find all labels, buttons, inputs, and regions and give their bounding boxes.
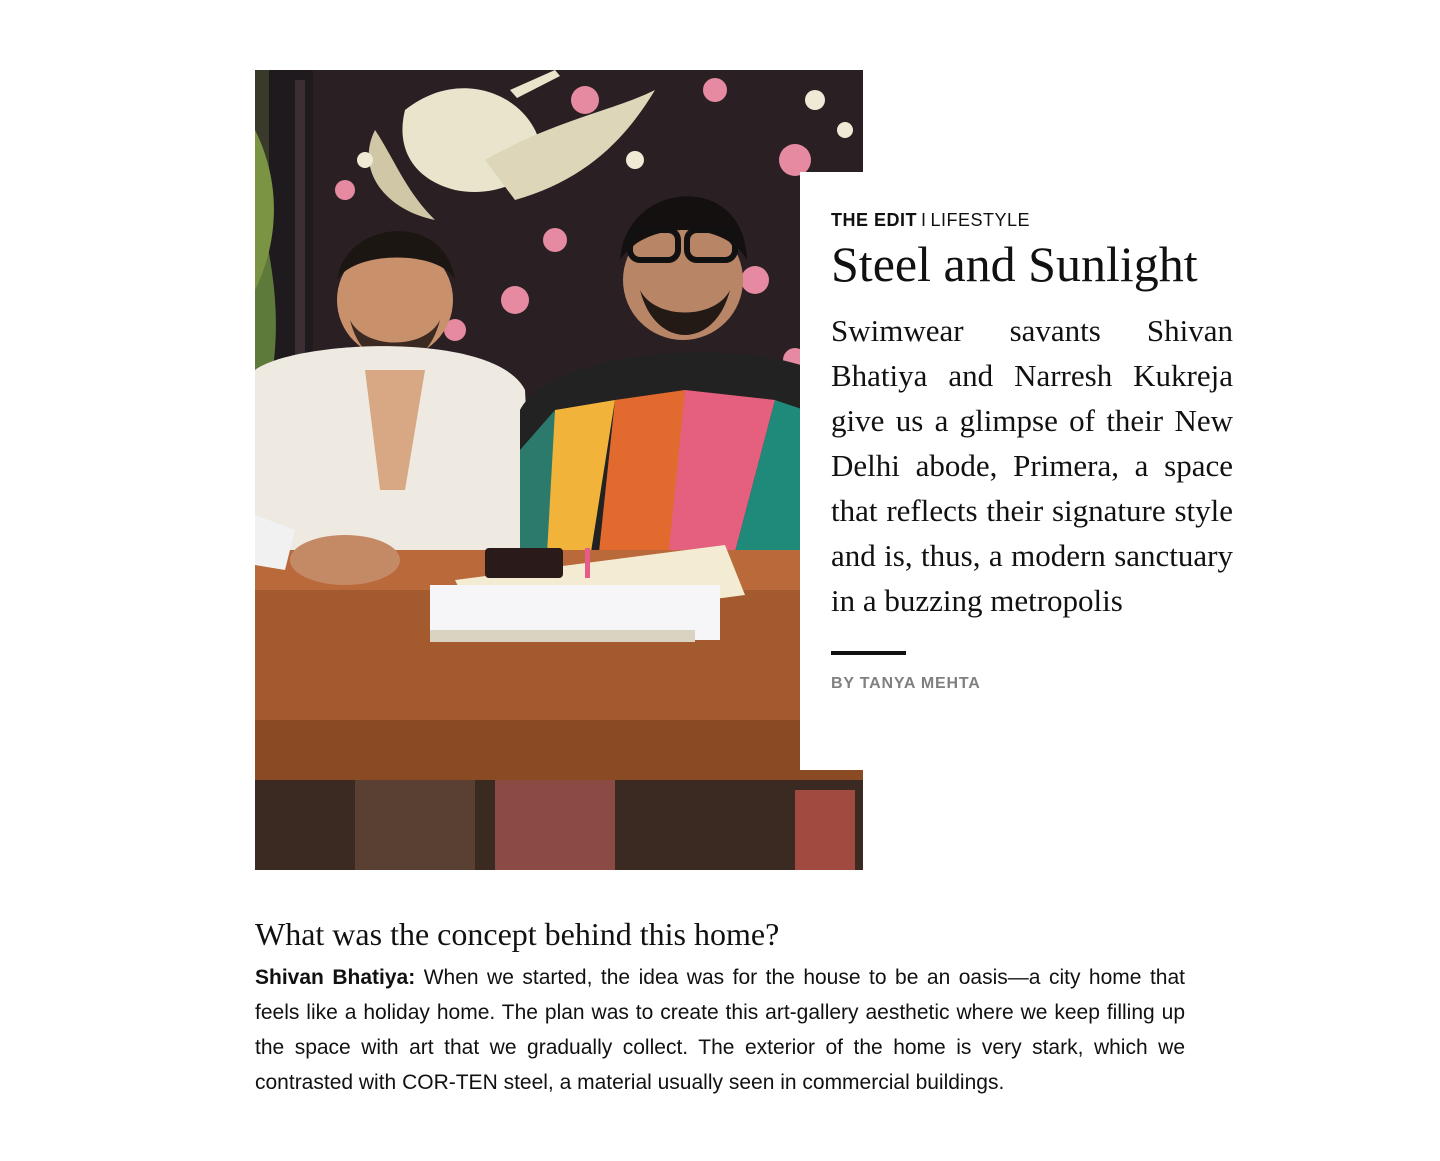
interview-answer [255, 960, 1185, 1100]
title-divider [831, 651, 906, 655]
category-label[interactable]: LIFESTYLE [930, 210, 1031, 230]
interview-section [255, 912, 1185, 1100]
interview-question: What was the concept behind this home? [255, 916, 780, 952]
author-byline: BY TANYA MEHTA [831, 675, 981, 692]
section-label[interactable]: THE EDIT [831, 210, 918, 230]
kicker-separator: I [921, 210, 927, 230]
portrait-photo [255, 70, 863, 870]
answer-speaker: Shivan Bhatiya: [255, 966, 416, 989]
article-standfirst: Swimwear savants Shivan Bhatiya and Narresh Kukreja give us a glimpse of their New Delhi abode, Primera, a space that reflects their signature style and is, thus, a modern sanctuary in a buzzing metropolis [831, 313, 1233, 618]
article-header-card [800, 172, 1260, 770]
answer-text: When we started, the idea was for the house to be an oasis—a city home that feels like a holiday home. The plan was to create this art-gallery aesthetic where we keep filling up the space with art that we gradually collect. The exterior of the home is very stark, which we contrasted with COR-TEN steel, a material usually seen in commercial buildings. [255, 966, 1185, 1094]
section-kicker [831, 208, 1260, 232]
article-title: Steel and Sunlight [831, 236, 1198, 292]
